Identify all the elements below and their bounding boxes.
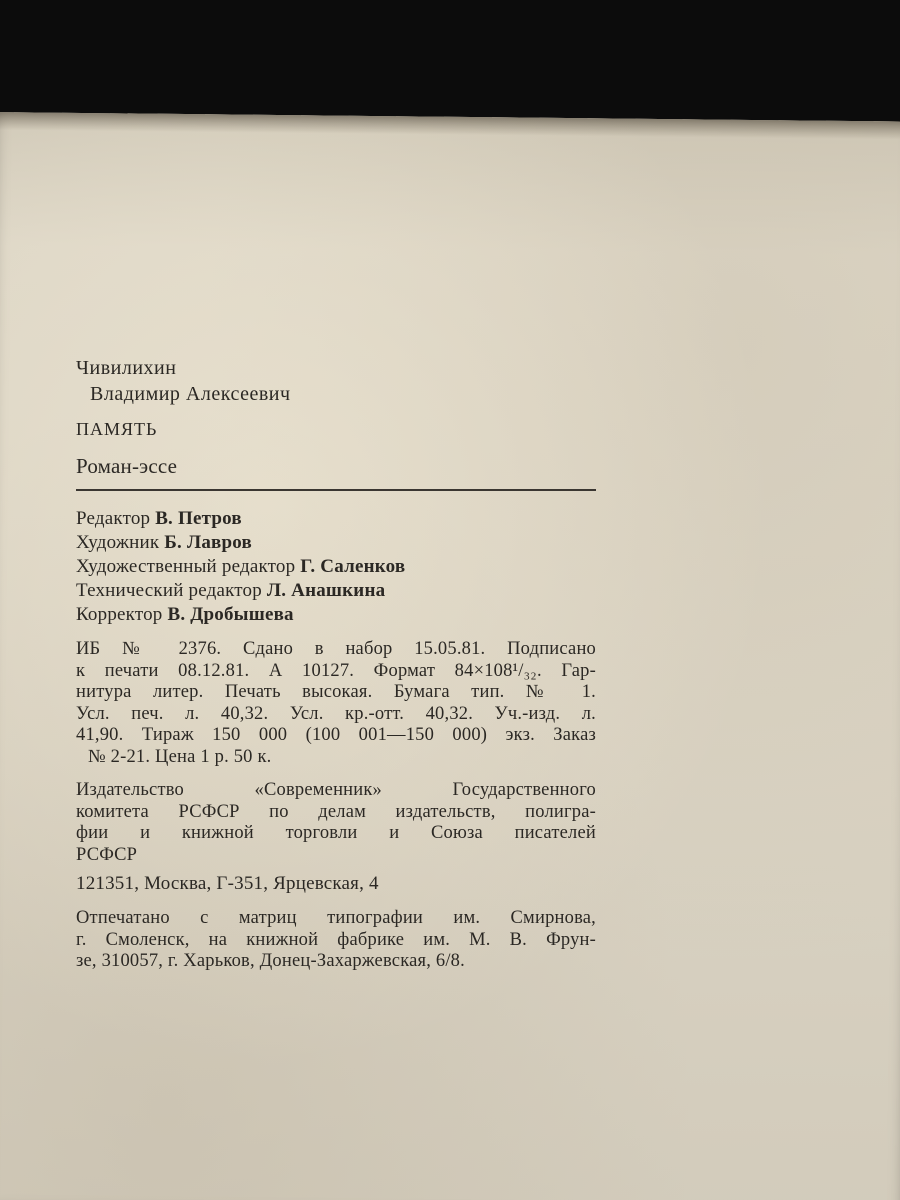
print-info-line: к печати 08.12.81. А 10127. Формат 84×108¹/₃₂. Гар- bbox=[76, 660, 596, 681]
credit-role: Художник bbox=[76, 532, 160, 553]
credit-person: В. Дробышева bbox=[167, 604, 294, 625]
credit-person: Л. Анашкина bbox=[266, 580, 386, 601]
credit-artist bbox=[76, 531, 616, 555]
book-genre: Роман-эссе bbox=[76, 454, 178, 478]
print-info-line: 41,90. Тираж 150 000 (100 001—150 000) экз. Заказ bbox=[76, 725, 596, 745]
publisher-address: 121351, Москва, Г-351, Ярцевская, 4 bbox=[76, 873, 379, 894]
print-info-line: ИБ № 2376. Сдано в набор 15.05.81. Подписано bbox=[76, 639, 596, 659]
divider-rule bbox=[76, 489, 596, 491]
credit-person: Б. Лавров bbox=[164, 532, 252, 553]
credit-role: Редактор bbox=[76, 508, 151, 529]
credit-person: В. Петров bbox=[155, 508, 242, 529]
print-info-line: № 2-21. Цена 1 р. 50 к. bbox=[88, 746, 272, 767]
credit-role: Корректор bbox=[76, 604, 163, 625]
publisher-line: РСФСР bbox=[76, 844, 138, 865]
book-title: ПАМЯТЬ bbox=[76, 419, 158, 439]
publisher-line: фии и книжной торговли и Союза писателей bbox=[76, 823, 596, 843]
publisher-line: Издательство «Современник» Государственного bbox=[76, 780, 596, 800]
credit-role: Художественный редактор bbox=[76, 556, 296, 577]
print-info-line: нитура литер. Печать высокая. Бумага тип. № 1. bbox=[76, 682, 596, 702]
publisher-info bbox=[76, 780, 616, 896]
credit-editor bbox=[76, 507, 616, 531]
credit-technical-editor bbox=[76, 579, 616, 603]
colophon bbox=[76, 355, 616, 973]
credit-art-editor bbox=[76, 555, 616, 579]
author-surname: Чивилихин bbox=[76, 357, 177, 379]
printing-line: зе, 310057, г. Харьков, Донец-Захаржевская, 6/8. bbox=[76, 951, 465, 971]
printing-line: г. Смоленск, на книжной фабрике им. М. В. Фрун- bbox=[76, 929, 596, 950]
author-name: Владимир Алексеевич bbox=[90, 383, 291, 405]
printing-info bbox=[76, 908, 616, 973]
credit-proofreader bbox=[76, 603, 616, 627]
credits-list bbox=[76, 507, 616, 627]
credit-role: Технический редактор bbox=[76, 580, 262, 601]
printing-line: Отпечатано с матриц типографии им. Смирнова, bbox=[76, 908, 596, 928]
credit-person: Г. Саленков bbox=[300, 556, 406, 577]
print-info bbox=[76, 639, 616, 768]
print-info-line: Усл. печ. л. 40,32. Усл. кр.-отт. 40,32. Уч.-изд. л. bbox=[76, 703, 596, 724]
publisher-line: комитета РСФСР по делам издательств, полигра- bbox=[76, 801, 596, 822]
